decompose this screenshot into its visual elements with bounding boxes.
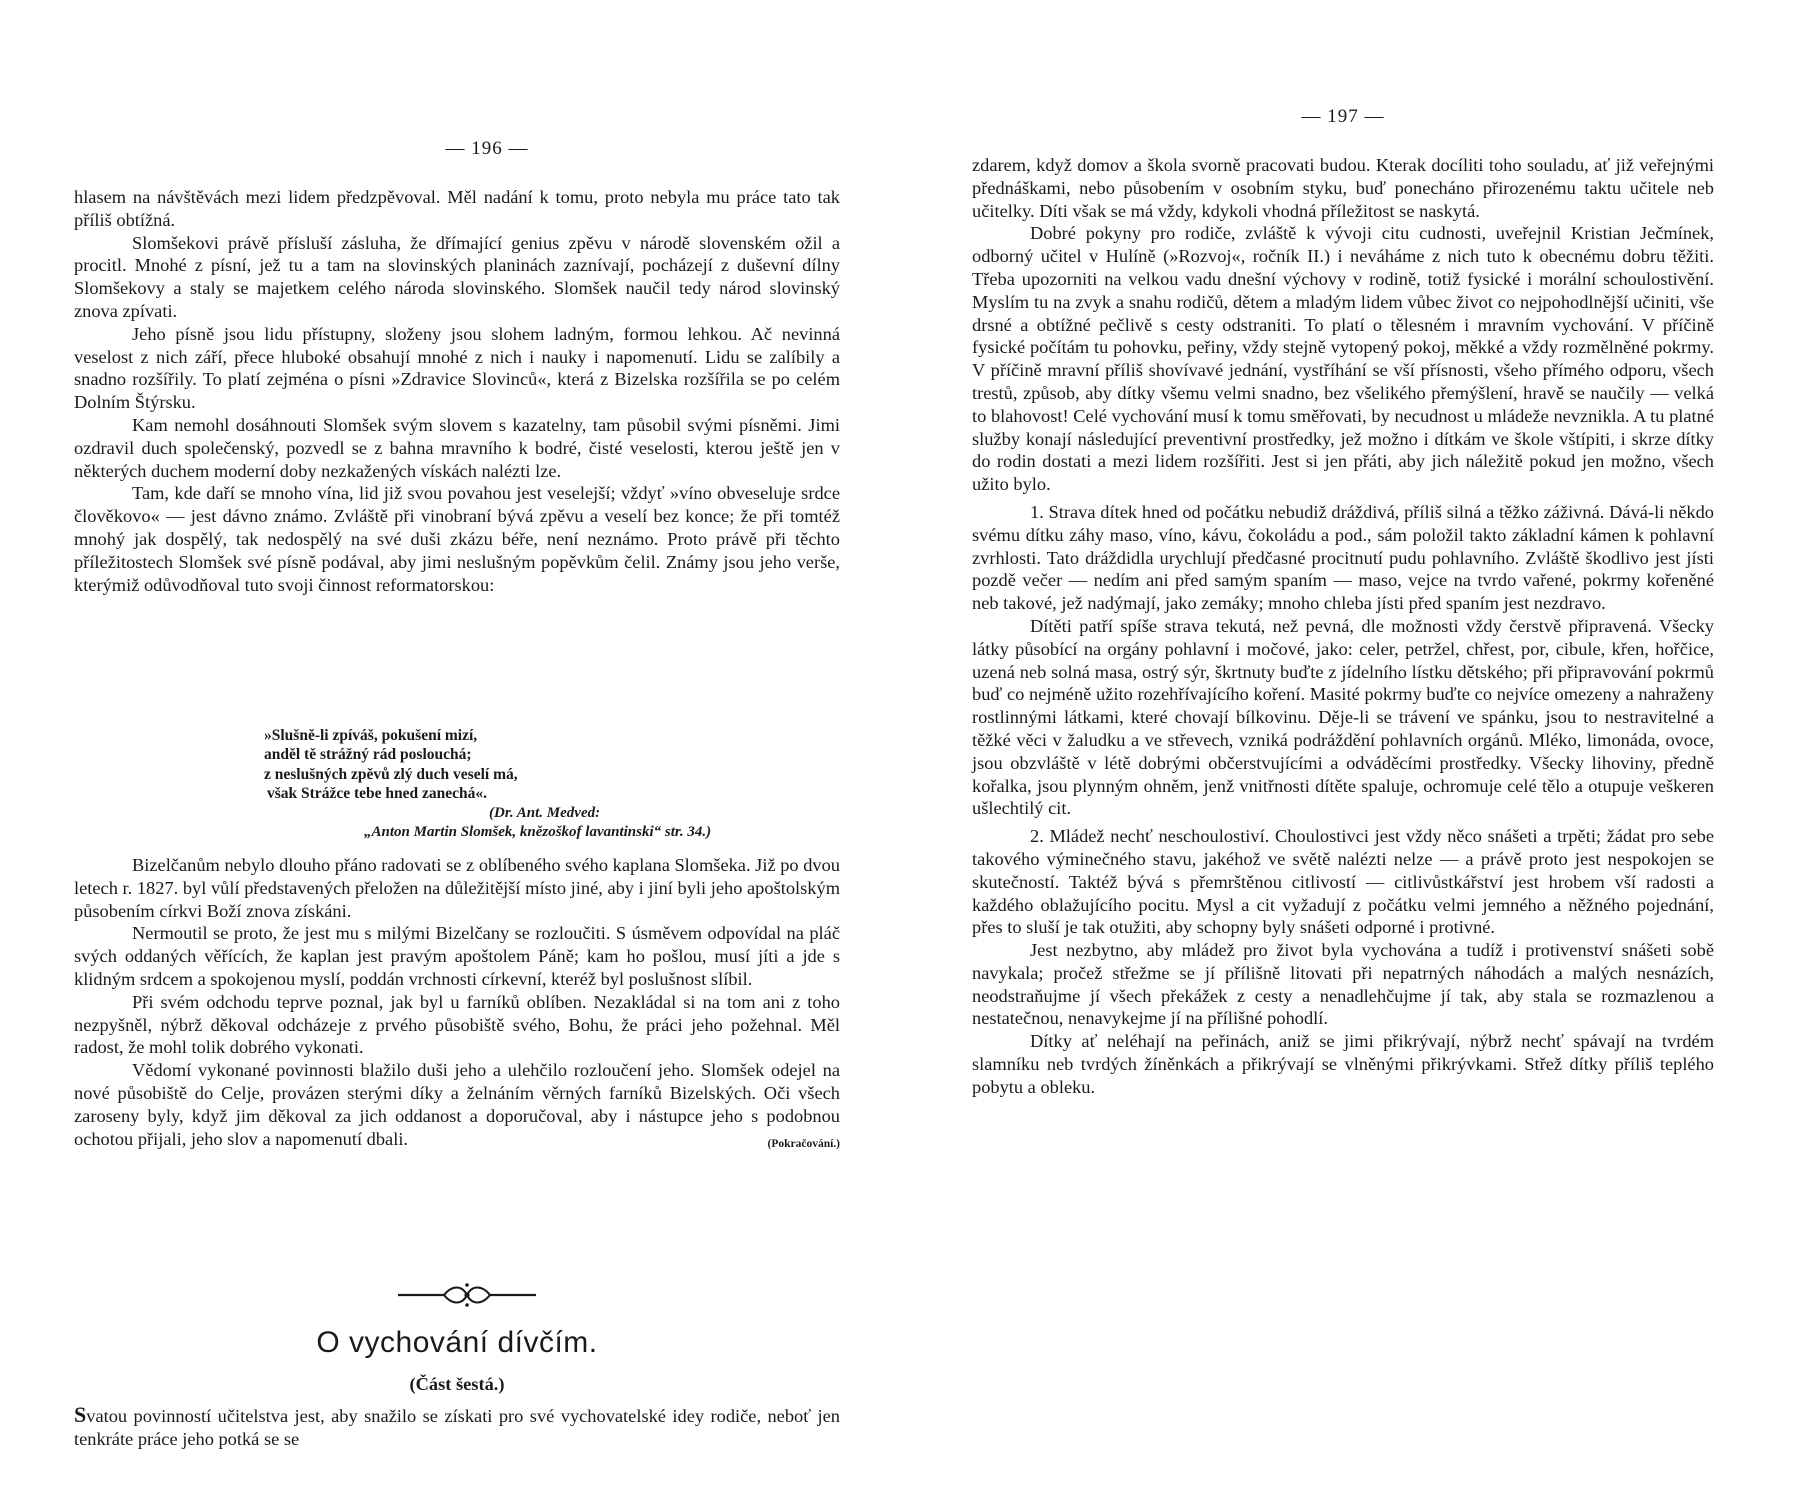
paragraph (74, 1404, 840, 1451)
paragraph: Dítky ať neléhají na peřinách, aniž se jimi přikrývají, nýbrž nechť spávají na tvrdém slamníku neb tvrdých žíněnkách a přikrývají se vlněnými přikrývkami. Střež dítky příliš teplého pobytu a obleku. (972, 1031, 1714, 1097)
continuation-note: (Pokračování.) (767, 1137, 840, 1150)
drop-cap: S (74, 1402, 87, 1427)
paragraph: Kam nemohl dosáhnouti Slomšek svým slovem s kazatelny, tam působil svými písněmi. Jimi ozdravil duch společenský, pozvedl se z bahna mravního k bodré, čisté veselosti, kterou ještě jen v některých duchem moderní doby nezkažených vískách nalézti lze. (74, 414, 840, 481)
section-divider-ornament (392, 1281, 542, 1309)
paragraph: Jest nezbytno, aby mládež pro život byla vychována a tudíž i protivenství snášeti sobě navykala; pročež střežme se jí přílišně litovati při nepatrných náhodách a malých nesnázích, neodstraňujme jí všech překážek z cesty a nenadlehčujme jí tak, aby stala se rozmazlenou a nestatečnou, nenavykejme jí na přílišné pohodlí. (972, 940, 1714, 1029)
paragraph: 2. Mládež nechť neschoulostiví. Choulostivci jest vždy něco snášeti a trpěti; žádat pro sebe takového výminečného stavu, jakéhož ve světě nalézti nelze — a právě proto jest nespokojen se skutečností. Taktéž bývá s přemrštěnou citlivostí — citlivůstkářství jest hrobem vší radosti a každého oblažujícího pocitu. Mysl a cit vyžadují z počátku velmi jemného a něžného pojednání, přes to sluší je tak otužiti, aby schopny byly snášeti odporné i protivné. (972, 826, 1714, 938)
left-body-top (74, 186, 840, 596)
page-number-right: — 197 — (1301, 106, 1385, 127)
paragraph: Dobré pokyny pro rodiče, zvláště k vývoji citu cudnosti, uveřejnil Kristian Ječmínek, odborný učitel v Hulíně (»Rozvoj«, ročník II.) i neváháme z nich tuto k obecnému dobru těžiti. Třeba upozorniti na velkou vadu dnešní výchovy v rodině, totiž fysické i morální schoulostivění. Myslím tu na zvyk a snahu rodičů, dětem a mladým lidem vůbec život co nejpohodlnější učiniti, vše drsné a obtížné pečlivě s cesty odstraniti. To platí o tělesném i mravním vychování. V příčině fysické počítám tu pohovku, peřiny, vždy stejně vytopený pokoj, měkké a vždy rozmělněné pokrmy. V příčině mravní příliš shovívavé jednání, vystříhání se vší přísnosti, všeho přímého odporu, všech trestů, způsob, aby dítky všemu velmi snadno, bez všelikého přemýšlení, hravě se naučily — velká to blahovost! Celé vychování musí k tomu směřovati, by necudnost u mládeže nevznikla. A tu platné služby konají následující preventivní prostředky, jež možno i dítkám ve škole vštípiti, i skrze dítky do rodin dostati a mezi lidem rozšířiti. Jest si jen přáti, aby jich náležitě pokud jen možno, všech užito bylo. (972, 223, 1714, 495)
paragraph-text: vatou povinností učitelstva jest, aby snažilo se získati pro své vychovatelské idey rodiče, neboť jen tenkráte práce jeho potká se se (74, 1406, 840, 1449)
poem-line: anděl tě strážný rád poslouchá; (264, 746, 472, 764)
paragraph: Při svém odchodu teprve poznal, jak byl u farníků oblíben. Nezakládal si na tom ani z toho nezpyšněl, nýbrž děkoval odcházeje z prvého působiště svého, Bohu, že práci jeho požehnal. Měl radost, že mohl tolik dobrého vykonati. (74, 991, 840, 1058)
section-title: O vychování dívčím. (316, 1326, 598, 1359)
citation-author: (Dr. Ant. Medved: (489, 805, 601, 821)
paragraph-text: Vědomí vykonané povinnosti blažilo duši jeho a ulehčilo rozloučení jeho. Slomšek odejel na nové působiště do Celje, provázen sterými díky a želnáním věrných farníků Bizelských. Oči všech zaroseny byly, když jim děkoval za jich oddanost a doporučoval, aby i nástupce jeho s podobnou ochotou přijali, jeho slov a napomenutí dbali. (74, 1060, 840, 1149)
poem-line: z neslušných zpěvů zlý duch veselí má, (264, 765, 518, 783)
paragraph: Nermoutil se proto, že jest mu s milými Bizelčany se rozloučiti. S úsměvem odpovídal na pláč svých oddaných věřících, že kaplan jest pravým apoštolem Páně; kam ho pošlou, musí jíti a jde s klidným srdcem a spokojenou myslí, poddán vrchnosti církevní, kteréž byl poslušnost slíbil. (74, 923, 840, 989)
paragraph: Slomšekovi právě přísluší zásluha, že dřímající genius zpěvu v národě slovenském ožil a procitl. Mnohé z písní, jež tu a tam na slovinských planinách zaznívají, pocházejí z duševní dílny Slomšekovy a staly se majetkem celého národa slovinského. Slomšek naučil tedy národ slovinský znova zpívati. (74, 232, 840, 321)
left-body-section-start (74, 1404, 840, 1451)
citation (364, 804, 864, 842)
right-body (972, 154, 1714, 1099)
paragraph: 1. Strava dítek hned od počátku nebudiž dráždivá, příliš silná a těžko záživná. Dává-li někdo svému dítku záhy maso, víno, kávu, čokoládu a pod., sám položil takto základní kámen k pohlavní zvrhlosti. Tato dráždidla urychlují předčasné procitnutí pudu pohlavního. Zvláště škodlivo jest jísti pozdě večer — nedím ani před samým spaním — maso, vejce na tvrdo vařené, pokrmy kořeněné neb takové, jež nadýmají, jako zemáky; mnoho chleba jísti před spaním jest nezdravo. (972, 501, 1714, 614)
paragraph: Tam, kde daří se mnoho vína, lid již svou povahou jest veselejší; vždyť »víno obveseluje srdce člověkovo« — jest dávno známo. Zvláště při vinobraní bývá zpěvu a veselí bez konce; že při tomtéž mnohý jak dospělý, tak nedospělý na své duši zkázu béře, není neznámo. Proto právě při těchto příležitostech Slomšek své písně podával, aby jimi neslušným popěvkům čelil. Známy jsou jeho verše, kterýmiž odůvodňoval tuto svoji činnost reformatorskou: (74, 483, 840, 595)
page-number-left: — 196 — (445, 138, 529, 159)
paragraph: Dítěti patří spíše strava tekutá, než pevná, dle možnosti vždy čerstvě připravená. Všecky látky působící na orgány pohlavní i močové, jako: celer, petržel, chřest, por, cibule, křen, hořčice, uzená neb solná masa, ostrý sýr, škrtnuty buďte z jídelního lístku dětského; při připravování pokrmů buď co nejméně užito rozehřívajícího koření. Masité pokrmy buďte co nejvíce omezeny a nahraženy rostlinnými látkami, které chovají bílkovinu. Děje-li se trávení ve spánku, jsou to nestravitelné a těžké věci v žaludku a ve střevech, vzniká podráždění pohlavních orgánů. Mléko, limonáda, ovoce, jsou obzvláště v létě dobrými občerstvujícími a odváděcími prostředky. Všecky lihoviny, předně kořalka, jsou plynným ohněm, jenž vnitřnosti dítěte spaluje, ochromuje celé tělo a otupuje veškeren ušlechtilý cit. (972, 615, 1714, 819)
paragraph: Bizelčanům nebylo dlouho přáno radovati se z oblíbeného svého kaplana Slomšeka. Již po dvou letech r. 1827. byl vůlí představených přeložen na důležitější místo jiné, aby i jiní byli jeho apoštolským působením církvi Boží znova získáni. (74, 855, 840, 921)
poem-line: však Strážce tebe hned zanechá«. (267, 785, 487, 803)
poem-quote (264, 726, 824, 804)
poem-line: »Slušně-li zpíváš, pokušení mizí, (264, 727, 478, 744)
citation-source: „Anton Martin Slomšek, knězoškof lavantinski“ str. 34.) (364, 824, 712, 840)
left-body-bottom (74, 854, 840, 1155)
paragraph: Jeho písně jsou lidu přístupny, složeny jsou slohem ladným, formou lehkou. Ač nevinná veselost z nich září, přece hluboké obsahují mnohé z nich i nauky i napomenutí. Lidu se zalíbily a snadno rozšířily. To platí zejména o písni »Zdravice Slovinců«, která z Bizelska rozšířila se po celém Dolním Štýrsku. (74, 323, 840, 413)
section-subtitle: (Část šestá.) (409, 1374, 505, 1394)
paragraph: zdarem, když domov a škola svorně pracovati budou. Kterak docíliti toho souladu, ať již veřejnými přednáškami, nebo působením v osobním styku, buď ponecháno přirozenému taktu učitele neb učitelky. Díti však se má vždy, kdykoli vhodná příležitost se naskytá. (972, 155, 1714, 221)
paragraph (74, 1059, 840, 1150)
paragraph: hlasem na návštěvách mezi lidem předzpěvoval. Měl nadání k tomu, proto nebyla mu práce tato tak příliš obtížná. (74, 187, 840, 230)
